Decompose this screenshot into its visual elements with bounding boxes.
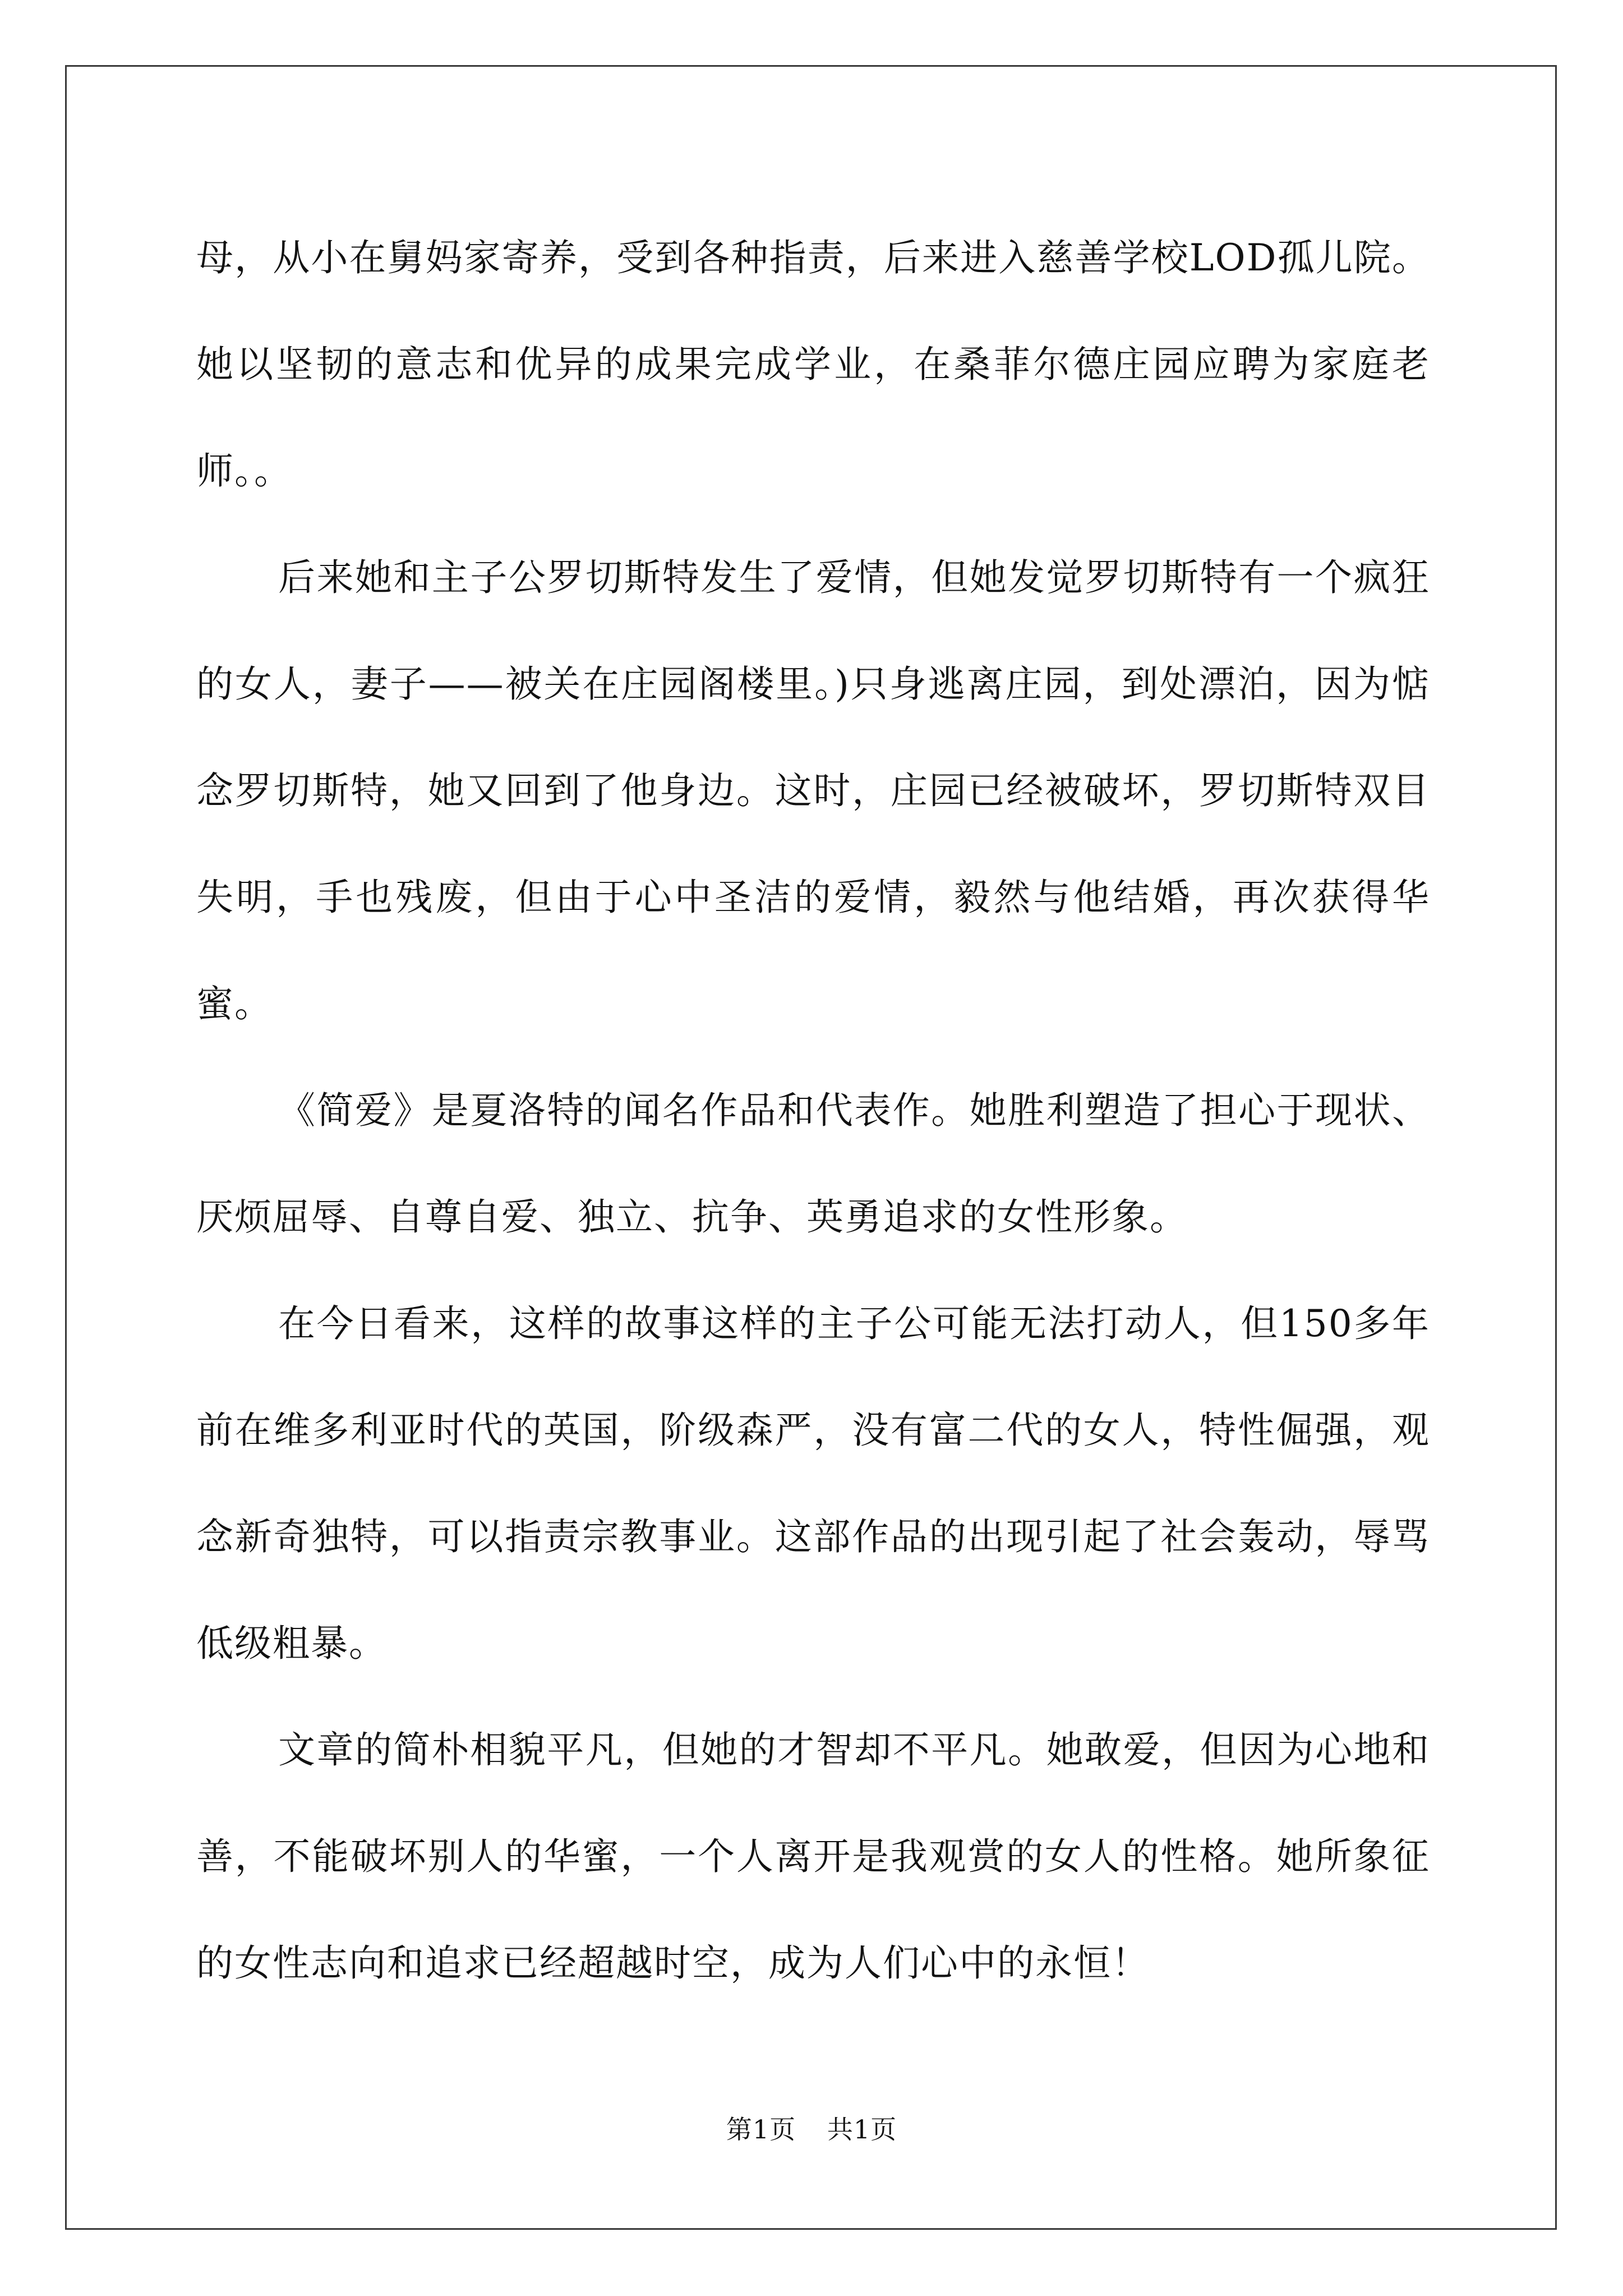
paragraph-5: 文章的简朴相貌平凡，但她的才智却不平凡。她敢爱，但因为心地和善，不能破坏别人的华蜜，一个人离开是我观赏的女人的性格。她所象征的女性志向和追求已经超越时空，成为人们心中的永恒！ <box>196 1728 1430 1985</box>
page-number-current: 第1页 <box>726 2114 796 2145</box>
document-body <box>196 205 1430 2017</box>
paragraph-2: 后来她和主子公罗切斯特发生了爱情，但她发觉罗切斯特有一个疯狂的女人，妻子——被关在庄园阁楼里。)只身逃离庄园，到处漂泊，因为惦念罗切斯特，她又回到了他身边。这时，庄园已经被破坏，罗切斯特双目失明，手也残废，但由于心中圣洁的爱情，毅然与他结婚，再次获得华蜜。 <box>196 556 1430 1025</box>
page-number-total: 共1页 <box>827 2114 897 2145</box>
paragraph-1: 母，从小在舅妈家寄养，受到各种指责，后来进入慈善学校LOD孤儿院。她以坚韧的意志和优异的成果完成学业，在桑菲尔德庄园应聘为家庭老师。。 <box>196 236 1430 493</box>
paragraph-4: 在今日看来，这样的故事这样的主子公可能无法打动人，但150多年前在维多利亚时代的英国，阶级森严，没有富二代的女人，特性倔强，观念新奇独特，可以指责宗教事业。这部作品的出现引起了社会轰动，辱骂低级粗暴。 <box>196 1302 1430 1665</box>
page-footer <box>0 2109 1623 2146</box>
paragraph-3: 《简爱》是夏洛特的闻名作品和代表作。她胜利塑造了担心于现状、厌烦屈辱、自尊自爱、独立、抗争、英勇追求的女性形象。 <box>196 1089 1430 1239</box>
